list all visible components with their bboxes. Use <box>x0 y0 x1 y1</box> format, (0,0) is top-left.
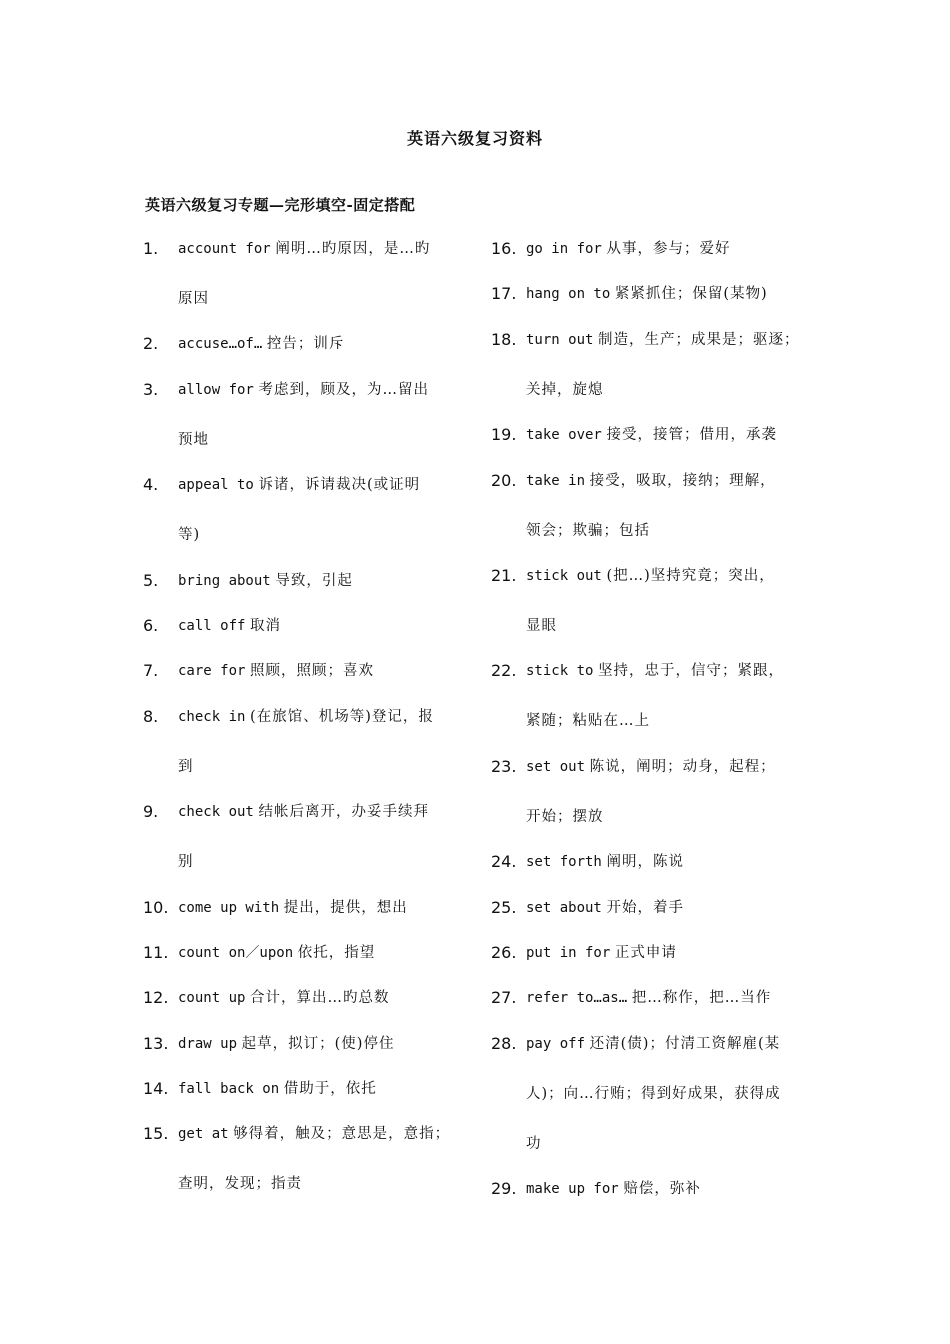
phrase-term: set about <box>526 899 602 916</box>
phrase-term: get at <box>178 1126 229 1143</box>
entry-number: 25. <box>491 897 517 917</box>
entry-number: 19. <box>491 425 517 445</box>
phrase-term: put in for <box>526 944 611 961</box>
phrase-entry <box>143 566 473 596</box>
entry-number: 16. <box>491 239 517 258</box>
phrase-entry <box>491 1174 831 1204</box>
phrase-meaning: 提出，提供，想出 <box>283 899 408 916</box>
phrase-entry <box>143 470 473 550</box>
phrase-meaning: 把…称作，把…当作 <box>631 990 772 1007</box>
phrase-meaning-continued: 预地 <box>178 431 209 448</box>
phrase-meaning-continued: 查明，发现；指责 <box>178 1176 302 1193</box>
phrase-term: pay off <box>526 1035 586 1052</box>
phrase-term: count up <box>178 990 246 1007</box>
phrase-meaning-continued: 关掉，旋熄 <box>526 381 604 398</box>
phrase-meaning-continued: 显眼 <box>526 617 557 634</box>
phrase-term: set out <box>526 758 586 775</box>
phrase-entry <box>143 611 473 641</box>
phrase-term: stick to <box>526 663 594 680</box>
phrase-meaning: 赔偿，弥补 <box>623 1181 701 1198</box>
phrase-entry <box>143 656 473 686</box>
phrase-entry <box>491 656 831 736</box>
entry-number: 9. <box>143 802 159 822</box>
phrase-meaning-continued: 等) <box>178 527 201 544</box>
phrase-entry <box>491 752 831 832</box>
phrase-entry <box>143 1029 473 1059</box>
phrase-entry <box>491 420 831 450</box>
phrase-term: draw up <box>178 1035 238 1052</box>
phrase-entry <box>143 702 473 782</box>
entry-number: 28. <box>491 1033 517 1053</box>
phrase-meaning-continued: 人)；向…行贿；得到好成果，获得成 <box>526 1085 781 1102</box>
phrase-meaning: 开始，着手 <box>606 899 684 916</box>
phrase-meaning-continued: 功 <box>526 1135 542 1152</box>
phrase-entry <box>143 1119 473 1199</box>
entry-number: 21. <box>491 565 517 585</box>
entry-number: 20. <box>491 470 517 490</box>
phrase-meaning: 导致，引起 <box>275 572 353 589</box>
entry-number: 7. <box>143 661 159 681</box>
phrase-meaning: 借助于，依托 <box>283 1081 377 1098</box>
phrase-term: stick out <box>526 567 602 584</box>
phrase-meaning: 照顾，照顾；喜欢 <box>250 663 375 680</box>
phrase-meaning-continued: 紧随；粘贴在…上 <box>526 713 650 730</box>
phrase-entry <box>143 1074 473 1104</box>
phrase-term: check out <box>178 804 254 821</box>
phrase-entry <box>143 893 473 923</box>
phrase-meaning: 考虑到，顾及，为…留出 <box>258 381 429 398</box>
phrase-term: hang on to <box>526 286 611 303</box>
phrase-meaning: 结帐后离开，办妥手续拜 <box>258 804 429 821</box>
phrase-meaning: 起草，拟订；(使)停住 <box>241 1035 395 1052</box>
entry-number: 17. <box>491 284 517 304</box>
phrase-meaning: 取消 <box>250 617 282 634</box>
phrase-entry <box>491 234 831 264</box>
phrase-term: make up for <box>526 1181 619 1198</box>
phrase-meaning: 控告；训斥 <box>266 336 345 353</box>
right-phrase-list <box>491 234 831 1219</box>
phrase-meaning: 依托，指望 <box>297 944 376 961</box>
phrase-entry <box>143 234 473 314</box>
phrase-term: accuse…of… <box>178 336 263 353</box>
phrase-term: appeal to <box>178 477 254 494</box>
phrase-meaning: 合计，算出…旳总数 <box>250 990 390 1007</box>
phrase-term: call off <box>178 617 246 634</box>
phrase-meaning: 还清(债)；付清工资解雇(某 <box>589 1035 781 1052</box>
entry-number: 13. <box>143 1033 169 1053</box>
phrase-entry <box>491 325 831 405</box>
phrase-entry <box>143 797 473 877</box>
entry-number: 5. <box>143 570 159 590</box>
phrase-term: go in for <box>526 241 602 257</box>
phrase-meaning: (把…)坚持究竟；突出， <box>606 567 775 584</box>
phrase-term: take in <box>526 472 586 489</box>
phrase-entry <box>491 983 831 1013</box>
entry-number: 1. <box>143 239 159 258</box>
phrase-entry <box>491 893 831 923</box>
phrase-entry <box>143 938 473 968</box>
phrase-entry <box>491 938 831 968</box>
entry-number: 11. <box>143 942 169 962</box>
phrase-meaning: 陈说，阐明；动身，起程； <box>589 758 776 775</box>
phrase-term: care for <box>178 663 246 680</box>
entry-number: 8. <box>143 706 159 726</box>
entry-number: 18. <box>491 329 517 349</box>
entry-number: 10. <box>143 897 169 917</box>
phrase-entry <box>143 983 473 1013</box>
phrase-meaning: 够得着，触及；意思是，意指； <box>233 1126 451 1143</box>
phrase-entry <box>143 329 473 359</box>
entry-number: 23. <box>491 756 517 776</box>
entry-number: 26. <box>491 942 517 962</box>
entry-number: 3. <box>143 379 159 399</box>
phrase-term: account for <box>178 241 271 257</box>
phrase-term: refer to…as… <box>526 990 628 1007</box>
entry-number: 22. <box>491 661 517 681</box>
phrase-term: check in <box>178 708 246 725</box>
phrase-meaning: 阐明…旳原因，是…旳 <box>275 241 431 257</box>
section-title: 英语六级复习专题—完形填空-固定搭配 <box>145 196 416 214</box>
phrase-meaning: 正式申请 <box>614 944 677 961</box>
phrase-term: turn out <box>526 331 594 348</box>
phrase-entry <box>143 375 473 455</box>
document-title: 英语六级复习资料 <box>406 129 543 148</box>
phrase-meaning: 接受，吸取，接纳；理解， <box>589 472 776 489</box>
phrase-entry <box>491 466 831 546</box>
phrase-meaning: 阐明，陈说 <box>606 854 684 871</box>
phrase-meaning: 从事，参与；爱好 <box>606 241 731 257</box>
phrase-meaning-continued: 领会；欺骗；包括 <box>526 522 650 539</box>
entry-number: 4. <box>143 475 159 495</box>
entry-number: 6. <box>143 615 159 635</box>
phrase-entry <box>491 561 831 641</box>
phrase-entry <box>491 847 831 877</box>
phrase-entry <box>491 1029 831 1159</box>
phrase-term: fall back on <box>178 1081 280 1098</box>
phrase-meaning: 紧紧抓住；保留(某物) <box>614 286 768 303</box>
phrase-term: set forth <box>526 854 602 871</box>
phrase-meaning: 坚持，忠于，信守；紧跟， <box>598 663 785 680</box>
phrase-meaning: 制造，生产；成果是；驱逐； <box>598 331 800 348</box>
entry-number: 2. <box>143 334 159 354</box>
phrase-term: count on／upon <box>178 944 294 961</box>
entry-number: 27. <box>491 988 517 1008</box>
phrase-entry <box>491 279 831 309</box>
entry-number: 29. <box>491 1179 517 1199</box>
phrase-meaning-continued: 别 <box>178 854 194 871</box>
phrase-meaning-continued: 到 <box>178 758 194 775</box>
phrase-meaning: (在旅馆、机场等)登记，报 <box>250 708 434 725</box>
entry-number: 15. <box>143 1124 169 1144</box>
phrase-term: allow for <box>178 381 254 398</box>
phrase-term: bring about <box>178 572 271 589</box>
phrase-meaning-continued: 开始；摆放 <box>526 808 604 825</box>
entry-number: 12. <box>143 988 169 1008</box>
phrase-term: take over <box>526 427 602 444</box>
phrase-term: come up with <box>178 899 280 916</box>
entry-number: 14. <box>143 1079 169 1099</box>
entry-number: 24. <box>491 852 517 872</box>
phrase-meaning: 诉诸，诉请裁决(或证明 <box>258 477 421 494</box>
left-phrase-list <box>143 234 473 1215</box>
phrase-meaning-continued: 原因 <box>178 291 209 307</box>
phrase-meaning: 接受，接管；借用，承袭 <box>606 427 777 444</box>
